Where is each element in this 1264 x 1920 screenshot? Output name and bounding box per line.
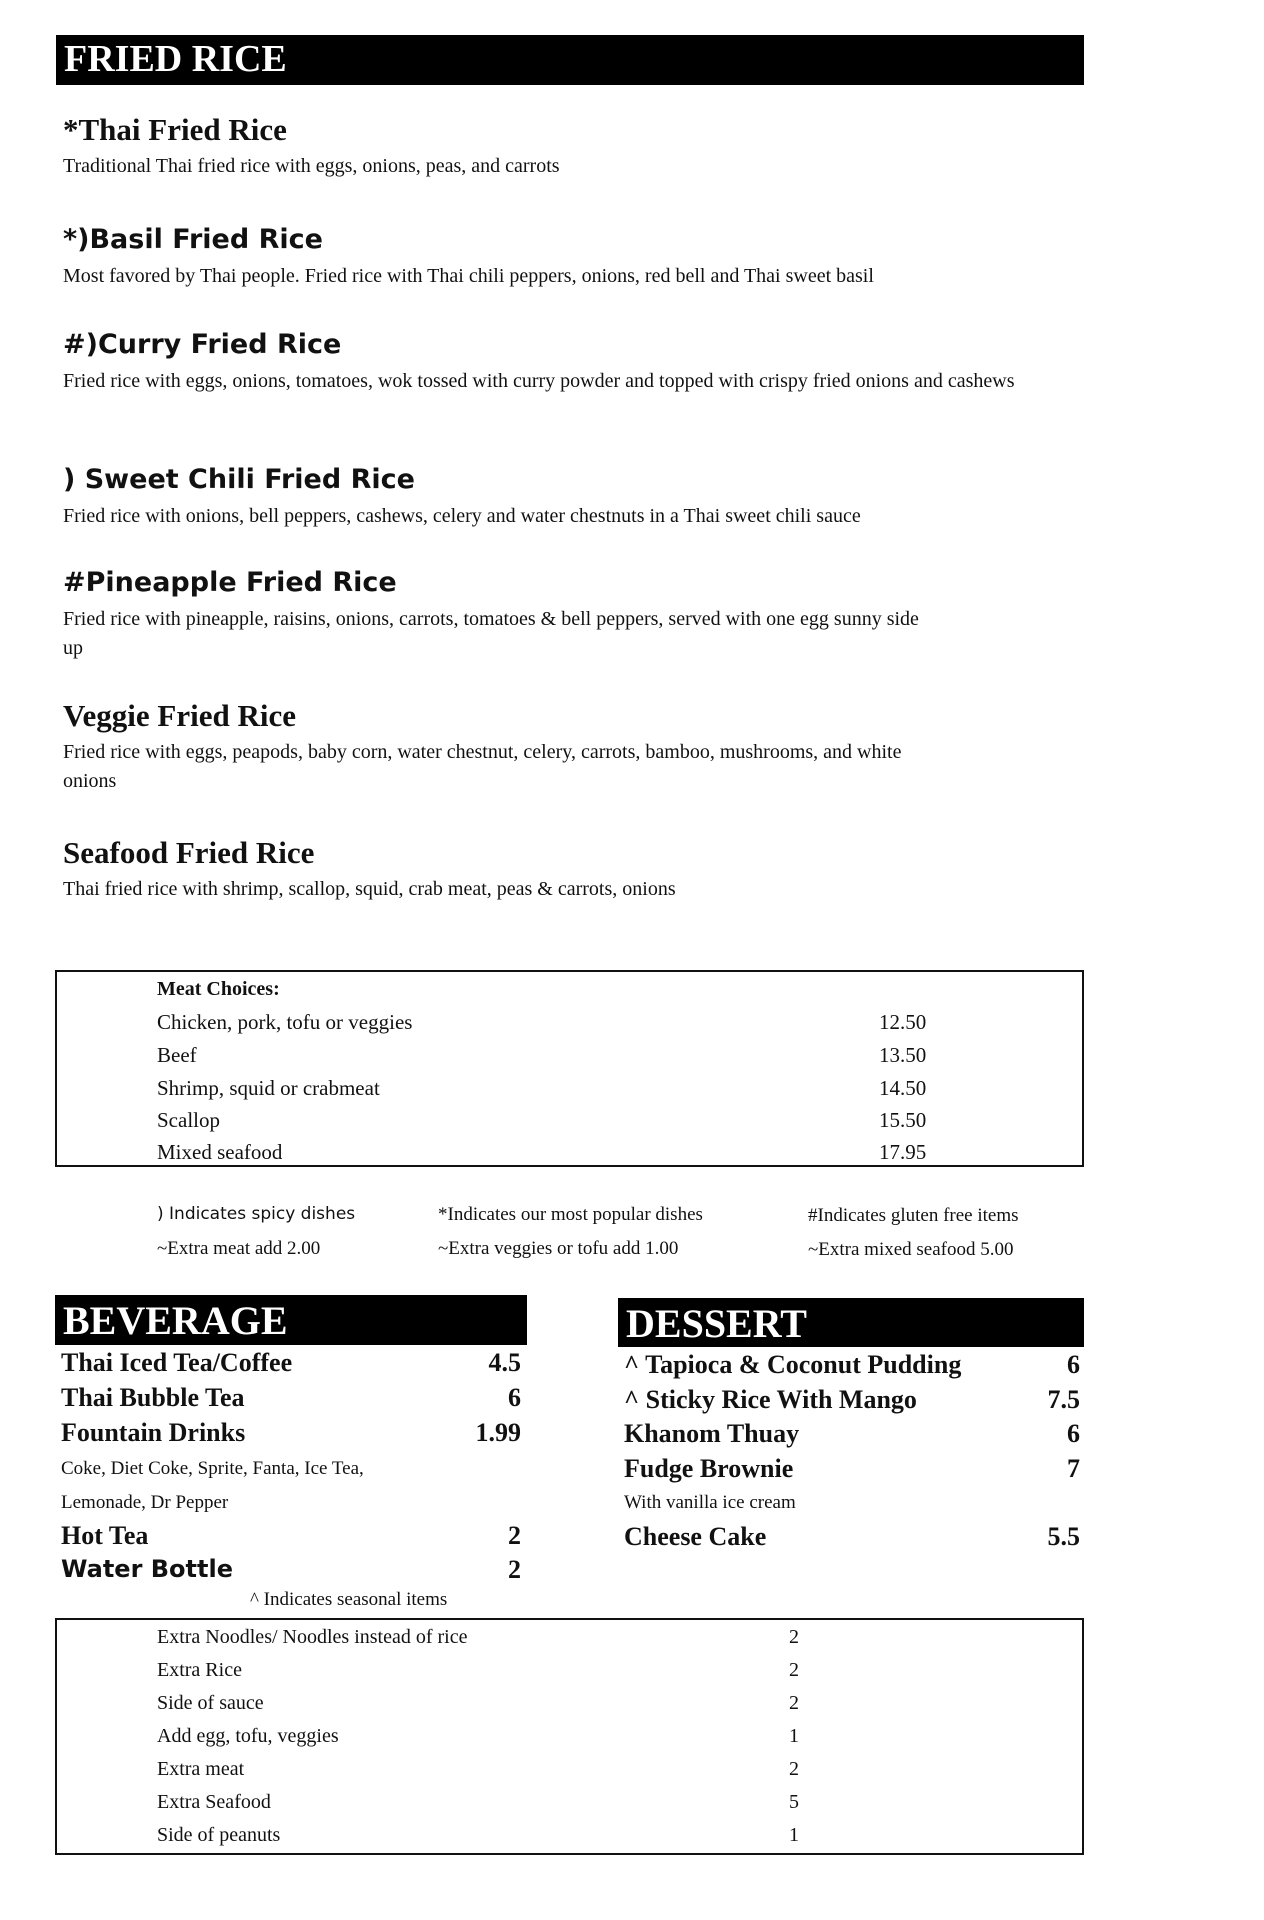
legend-extra-seafood: ~Extra mixed seafood 5.00 [808,1239,1014,1260]
meat-choice-price: 12.50 [879,1010,927,1034]
extra-row [157,1758,877,1790]
extra-label: Side of peanuts [157,1824,281,1846]
dish-description: Thai fried rice with shrimp, scallop, squid, crab meat, peas & carrots, onions [63,878,676,900]
extra-label: Extra Noodles/ Noodles instead of rice [157,1626,468,1648]
meat-choice-price: 14.50 [879,1076,927,1100]
dessert-price: 7 [1067,1454,1080,1483]
menu-item-veggie-fried-rice [63,698,1073,796]
beverage-price: 6 [508,1383,521,1412]
meat-choice-label: Chicken, pork, tofu or veggies [157,1010,413,1034]
extra-label: Extra Rice [157,1659,242,1681]
dessert-name: ^ Sticky Rice With Mango [624,1385,917,1414]
beverage-name: Hot Tea [61,1521,149,1550]
dish-description: Fried rice with pineapple, raisins, onions, carrots, tomatoes & bell peppers, served with one egg sunny side up [63,608,919,659]
fountain-note: Coke, Diet Coke, Sprite, Fanta, Ice Tea, [61,1458,364,1479]
dessert-header [618,1298,1084,1347]
dish-name: ) Sweet Chili Fried Rice [63,464,415,495]
fountain-note: Lemonade, Dr Pepper [61,1492,229,1513]
extra-row [157,1659,877,1691]
beverage-item [61,1521,521,1555]
dish-name: Seafood Fried Rice [63,835,315,870]
extra-label: Side of sauce [157,1692,264,1714]
extras-box [55,1618,1084,1855]
dish-name: *Thai Fried Rice [63,112,287,147]
extra-label: Extra Seafood [157,1791,271,1813]
meat-choice-row [157,1108,977,1140]
fried-rice-header [56,35,1084,85]
meat-choice-row [157,1140,977,1172]
beverage-price: 4.5 [488,1348,521,1377]
menu-item-curry-fried-rice [63,327,1073,396]
meat-choice-label: Scallop [157,1108,220,1132]
dish-description: Fried rice with onions, bell peppers, cashews, celery and water chestnuts in a Thai sweet chili sauce [63,505,861,527]
extra-price: 2 [789,1692,799,1714]
extra-row [157,1791,877,1823]
dessert-name: Khanom Thuay [624,1419,800,1448]
dessert-price: 6 [1067,1419,1080,1448]
meat-choice-row [157,1076,977,1108]
meat-choice-price: 13.50 [879,1043,927,1067]
dish-name: *)Basil Fried Rice [63,224,323,255]
extra-price: 5 [789,1791,799,1813]
extra-price: 2 [789,1659,799,1681]
dessert-item [624,1350,1080,1384]
meat-choice-label: Shrimp, squid or crabmeat [157,1076,380,1100]
beverage-name: Thai Bubble Tea [61,1383,245,1412]
dish-name: #Pineapple Fried Rice [63,567,397,598]
dish-description: Most favored by Thai people. Fried rice with Thai chili peppers, onions, red bell and Thai sweet basil [63,265,874,287]
beverage-name: Thai Iced Tea/Coffee [61,1348,293,1377]
extra-price: 1 [789,1824,799,1846]
extra-row [157,1725,877,1757]
beverage-item [61,1418,521,1452]
dish-description: Fried rice with eggs, peapods, baby corn, water chestnut, celery, carrots, bamboo, mushrooms, and white onions [63,741,902,792]
meat-choice-row [157,1043,977,1075]
dish-description: Traditional Thai fried rice with eggs, onions, peas, and carrots [63,155,560,177]
meat-choice-price: 15.50 [879,1108,927,1132]
dish-name: #)Curry Fried Rice [63,329,342,360]
beverage-name: Water Bottle [61,1555,233,1583]
menu-item-pineapple-fried-rice [63,565,1073,663]
dessert-price: 7.5 [1047,1385,1080,1414]
dessert-price: 6 [1067,1350,1080,1379]
beverage-item [61,1555,521,1589]
beverage-item [61,1383,521,1417]
menu-item-seafood-fried-rice [63,835,1073,904]
legend-extra-meat: ~Extra meat add 2.00 [157,1238,321,1259]
dessert-name: Cheese Cake [624,1522,767,1551]
menu-item-sweet-chili-fried-rice [63,462,1073,531]
extra-label: Add egg, tofu, veggies [157,1725,339,1747]
legend-popular: *Indicates our most popular dishes [438,1204,703,1225]
dessert-item [624,1454,1080,1488]
beverage-title: BEVERAGE [63,1298,288,1343]
dessert-name: ^ Tapioca & Coconut Pudding [624,1350,962,1379]
legend-spicy: ) Indicates spicy dishes [157,1204,356,1224]
extra-row [157,1824,877,1856]
beverage-item [61,1348,521,1382]
extra-row [157,1626,877,1658]
dessert-item [624,1385,1080,1419]
legend-gluten-free: #Indicates gluten free items [808,1205,1019,1226]
dish-description: Fried rice with eggs, onions, tomatoes, wok tossed with curry powder and topped with crispy fried onions and cashews [63,370,1015,392]
extra-price: 2 [789,1626,799,1648]
legend-extra-veggies: ~Extra veggies or tofu add 1.00 [438,1238,679,1259]
dessert-title: DESSERT [626,1301,807,1346]
beverage-price: 1.99 [475,1418,521,1447]
meat-choice-price: 17.95 [879,1140,927,1164]
beverage-price: 2 [508,1521,521,1550]
beverage-price: 2 [508,1555,521,1584]
meat-choices-title: Meat Choices: [157,978,280,1000]
meat-choice-label: Mixed seafood [157,1140,283,1164]
meat-choice-row [157,1010,977,1042]
extra-price: 1 [789,1725,799,1747]
seasonal-note: ^ Indicates seasonal items [250,1589,448,1610]
meat-choices-box [55,970,1084,1167]
fried-rice-title: FRIED RICE [64,38,287,80]
dessert-item [624,1522,1080,1556]
brownie-note: With vanilla ice cream [624,1492,796,1513]
extra-label: Extra meat [157,1758,245,1780]
extra-row [157,1692,877,1724]
dessert-price: 5.5 [1047,1522,1080,1551]
menu-item-thai-fried-rice [63,112,1073,181]
dessert-item [624,1419,1080,1453]
meat-choice-label: Beef [157,1043,197,1067]
dessert-name: Fudge Brownie [624,1454,794,1483]
dish-name: Veggie Fried Rice [63,698,296,733]
extra-price: 2 [789,1758,799,1780]
beverage-name: Fountain Drinks [61,1418,246,1447]
menu-item-basil-fried-rice [63,222,1073,291]
beverage-header [55,1295,527,1345]
